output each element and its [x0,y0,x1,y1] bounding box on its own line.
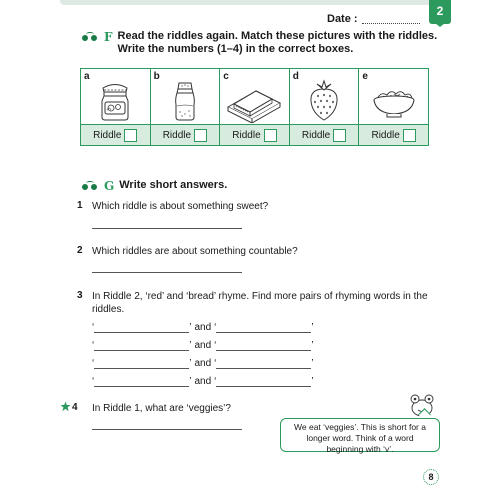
date-field[interactable] [362,23,420,24]
open-quote: ‘ [92,322,95,333]
cell-footer [290,124,359,145]
page-number: 8 [423,469,439,485]
close-quote: ’ [189,322,192,333]
close-quote: ’ [189,340,192,351]
cell-letter: e [362,71,368,82]
rhyme-blank-left[interactable] [94,376,192,387]
question-1-number: 1 [77,200,83,211]
riddle-label: Riddle [162,129,192,141]
date-label: Date : [327,13,358,25]
open-quote: ‘ [214,322,217,333]
section-f-instruction: Read the riddles again. Match these pictures with the riddles. Write the numbers (1–4) in the correct boxes. [117,30,438,55]
cell-letter: c [223,71,229,82]
and-label: and [194,376,212,387]
answer-line-4[interactable] [92,429,242,430]
rhyme-blank-right[interactable] [216,340,314,351]
section-g-instruction: Write short answers. [119,179,228,191]
riddle-label: Riddle [232,129,261,141]
rhyme-blank-right[interactable] [216,322,314,333]
open-quote: ‘ [214,340,217,351]
section-g-letter: G [104,179,115,193]
close-quote: ’ [311,340,314,351]
question-3-text: In Riddle 2, ‘red’ and ‘bread’ rhyme. Find more pairs of rhyming words in the riddles. [92,291,428,315]
rhyme-pair-row-1 [92,322,314,333]
hint-bubble: We eat ‘veggies’. This is short for a longer word. Think of a word beginning with ‘v’. [280,418,440,452]
cell-footer [81,124,150,145]
unit-tab-arrow [435,23,445,27]
question-1-text: Which riddle is about something sweet? [92,201,269,212]
question-2-number: 2 [77,245,83,256]
section-g-header [80,179,380,193]
open-quote: ‘ [214,358,217,369]
rhyme-blank-left[interactable] [94,358,192,369]
and-label: and [194,340,212,351]
cell-footer [151,124,220,145]
salt-shaker-icon [151,77,220,125]
riddle-answer-box-b[interactable] [194,129,207,142]
top-decorative-band [60,0,440,5]
open-quote: ‘ [92,340,95,351]
section-f-header [80,30,440,56]
riddle-answer-box-a[interactable] [124,129,137,142]
strawberry-icon [290,77,359,125]
riddle-label: Riddle [301,129,331,141]
salad-bowl-icon [359,77,428,125]
rhyme-blank-left[interactable] [94,340,192,351]
answer-line-1[interactable] [92,228,242,229]
open-quote: ‘ [92,376,95,387]
and-label: and [194,322,212,333]
rhyme-blank-left[interactable] [94,322,192,333]
close-quote: ’ [311,322,314,333]
rhyme-pair-row-2 [92,340,314,351]
riddle-label: Riddle [93,129,122,141]
riddle-answer-box-c[interactable] [264,129,277,142]
bug-eyes-icon [80,181,102,193]
open-quote: ‘ [214,376,217,387]
question-3-number: 3 [77,290,83,301]
cell-letter: b [153,71,160,82]
cell-footer [359,124,428,145]
sandwich-icon [220,77,289,125]
riddle-label: Riddle [371,129,400,141]
picture-cell-b [151,69,221,145]
cell-letter: d [292,71,299,82]
jam-jar-icon [81,77,150,125]
answer-line-2[interactable] [92,272,242,273]
question-2-text: Which riddles are about something countable? [92,246,298,257]
close-quote: ’ [311,376,314,387]
close-quote: ’ [189,376,192,387]
rhyme-blank-right[interactable] [216,358,314,369]
bug-eyes-icon [80,32,102,44]
picture-cell-c [220,69,290,145]
close-quote: ’ [189,358,192,369]
open-quote: ‘ [92,358,95,369]
rhyme-pair-row-4 [92,376,314,387]
question-4-text: In Riddle 1, what are ‘veggies’? [92,403,231,414]
picture-cell-e [359,69,428,145]
and-label: and [194,358,212,369]
riddle-answer-box-e[interactable] [403,129,416,142]
cell-letter: a [84,71,90,82]
picture-cell-d [290,69,360,145]
rhyme-blank-right[interactable] [216,376,314,387]
rhyme-pair-row-3 [92,358,314,369]
section-f-letter: F [104,30,113,44]
picture-matching-table [80,68,429,146]
unit-tab: 2 [429,0,451,24]
close-quote: ’ [311,358,314,369]
cell-footer [220,124,289,145]
challenge-star-icon [60,401,71,412]
riddle-answer-box-d[interactable] [333,129,346,142]
question-4-number: 4 [72,402,78,413]
picture-cell-a [81,69,151,145]
